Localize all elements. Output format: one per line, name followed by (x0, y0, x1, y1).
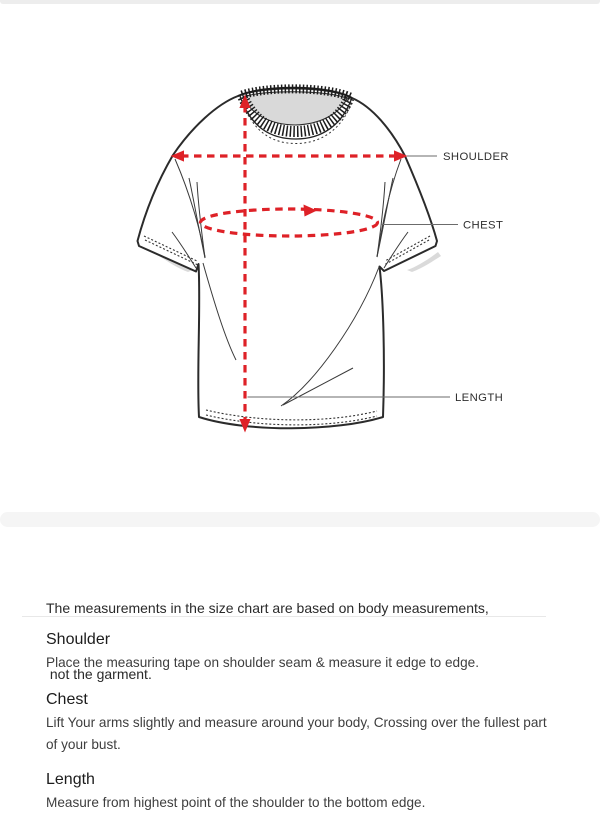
divider-line (22, 616, 546, 617)
chest-section-title: Chest (46, 691, 88, 708)
length-callout-label: LENGTH (455, 391, 504, 404)
section-separator-band (0, 512, 600, 527)
chest-instructions-section (46, 690, 551, 756)
length-instructions-section (46, 770, 551, 814)
length-section-description: Measure from highest point of the shoulder to the bottom edge. (46, 795, 426, 810)
shoulder-instructions-section (46, 630, 551, 674)
chest-section-description: Lift Your arms slightly and measure around your body, Crossing over the fullest part of your bust. (46, 715, 547, 752)
shoulder-section-description: Place the measuring tape on shoulder seam & measure it edge to edge. (46, 655, 480, 670)
shoulder-section-title: Shoulder (46, 631, 111, 648)
length-section-title: Length (46, 771, 95, 788)
measurement-note-line2: not the garment. (46, 666, 152, 682)
chest-callout-label: CHEST (463, 219, 504, 232)
measurement-note-line1: The measurements in the size chart are based on body measurements, (46, 600, 489, 616)
tshirt-outline (138, 88, 438, 428)
shoulder-callout-label: SHOULDER (443, 151, 509, 164)
